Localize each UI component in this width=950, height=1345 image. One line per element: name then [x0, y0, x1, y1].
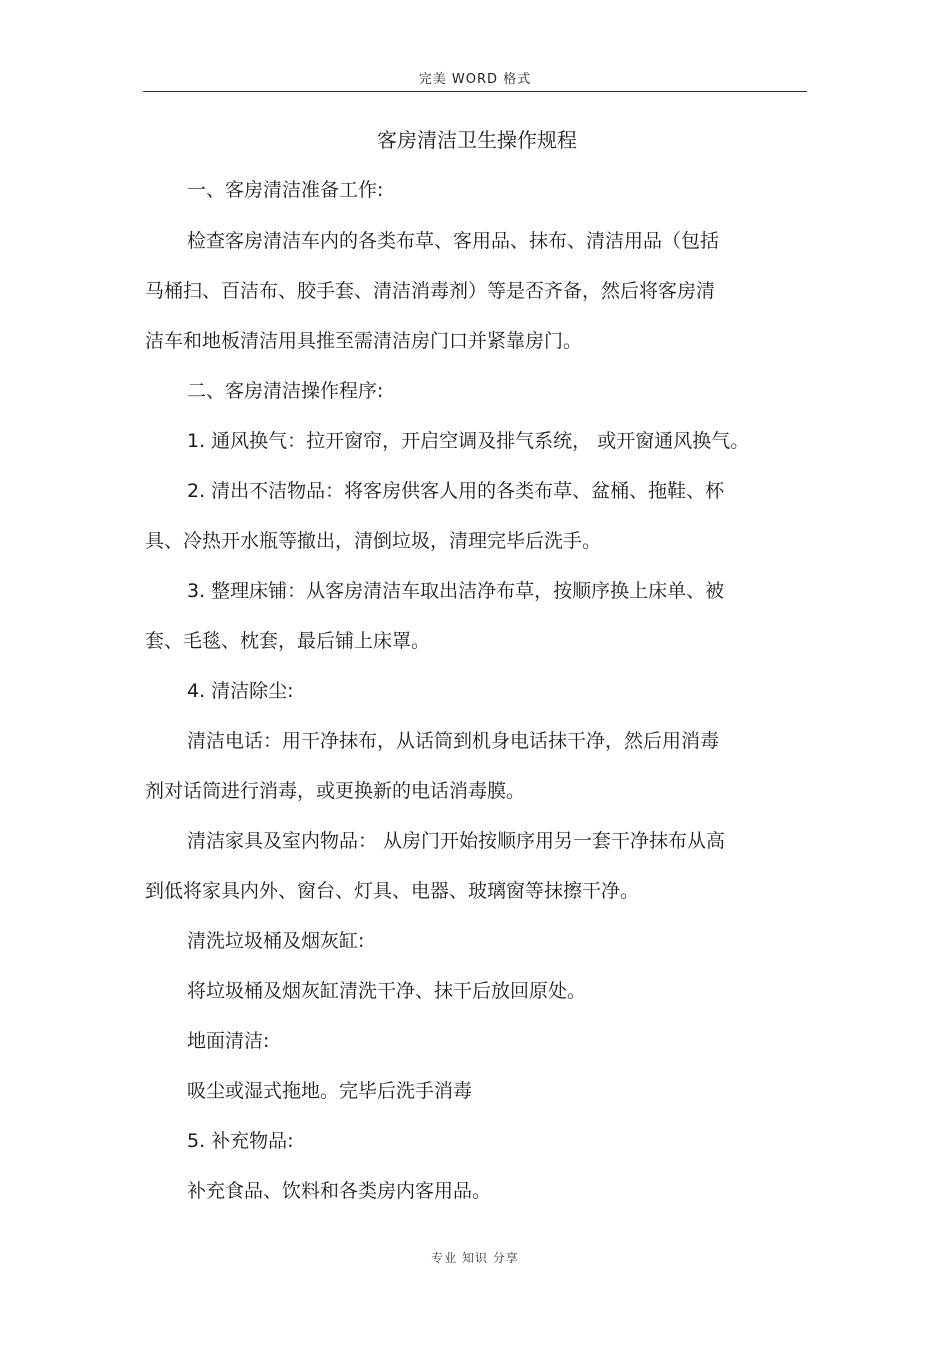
paragraph-line: 检查客房清洁车内的各类布草、客用品、抹布、清洁用品（包括 — [187, 230, 720, 252]
paragraph-line: 洁车和地板清洁用具推至需清洁房门口并紧靠房门。 — [145, 330, 583, 352]
paragraph-line: 1. 通风换气：拉开窗帘，开启空调及排气系统， 或开窗通风换气。 — [187, 430, 750, 452]
paragraph-line: 马桶扫、百洁布、胶手套、清洁消毒剂）等是否齐备，然后将客房清 — [145, 280, 716, 302]
page-header: 完美 WORD 格式 — [418, 72, 532, 87]
paragraph-line: 吸尘或湿式拖地。完毕后洗手消毒 — [187, 1080, 473, 1102]
paragraph-line: 套、毛毯、枕套，最后铺上床罩。 — [145, 630, 431, 652]
paragraph-line: 清洁家具及室内物品： 从房门开始按顺序用另一套干净抹布从高 — [187, 830, 726, 852]
paragraph-line: 剂对话筒进行消毒，或更换新的电话消毒膜。 — [145, 780, 526, 802]
document-title: 客房清洁卫生操作规程 — [377, 128, 577, 152]
paragraph-line: 将垃圾桶及烟灰缸清洗干净、抹干后放回原处。 — [187, 980, 587, 1002]
paragraph-line: 到低将家具内外、窗台、灯具、电器、玻璃窗等抹擦干净。 — [145, 880, 640, 902]
paragraph-line: 5. 补充物品: — [187, 1130, 294, 1152]
paragraph-line: 补充食品、饮料和各类房内客用品。 — [187, 1180, 492, 1202]
section-heading-procedure: 二、客房清洁操作程序: — [187, 380, 384, 402]
paragraph-line: 具、冷热开水瓶等撤出，清倒垃圾，清理完毕后洗手。 — [145, 530, 602, 552]
page-footer: 专业 知识 分享 — [431, 1251, 519, 1265]
section-heading-preparation: 一、客房清洁准备工作: — [187, 179, 384, 201]
paragraph-line: 清洗垃圾桶及烟灰缸: — [187, 930, 365, 952]
paragraph-line: 地面清洁: — [187, 1030, 270, 1052]
paragraph-line: 2. 清出不洁物品：将客房供客人用的各类布草、盆桶、拖鞋、杯 — [187, 480, 725, 502]
header-rule — [143, 91, 807, 92]
paragraph-line: 3. 整理床铺：从客房清洁车取出洁净布草，按顺序换上床单、被 — [187, 580, 725, 602]
paragraph-line: 清洁电话：用干净抹布，从话筒到机身电话抹干净，然后用消毒 — [187, 730, 720, 752]
paragraph-line: 4. 清洁除尘: — [187, 680, 294, 702]
